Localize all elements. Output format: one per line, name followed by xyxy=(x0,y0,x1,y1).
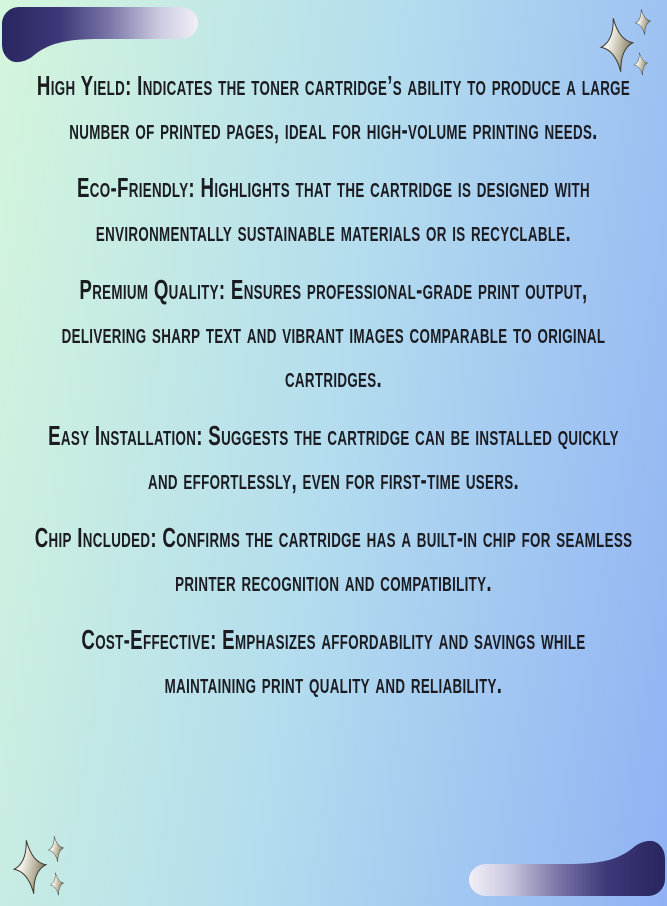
corner-swoosh-bottom-right-decoration xyxy=(469,836,665,896)
sparkle-icon xyxy=(49,872,65,896)
swoosh-shape xyxy=(469,841,665,896)
sparkle-icon xyxy=(47,835,66,863)
sparkle-icon xyxy=(10,838,49,896)
feature-eco-friendly: Eco-Friendly: Highlights that the cartridge is designed with environmentally sustainable materials or is recyclable. xyxy=(76,172,591,247)
sparkle-cluster-bottom-left xyxy=(0,811,110,906)
feature-cost-effective: Cost-Effective: Emphasizes affordability and savings while maintaining print quality and reliability. xyxy=(81,624,586,699)
feature-easy-installation: Easy Installation: Suggests the cartridge can be installed quickly and effortlessly, even for first-time users. xyxy=(48,420,619,495)
feature-chip-included: Chip Included: Confirms the cartridge has a built-in chip for seamless printer recognition and compatibility. xyxy=(34,522,633,597)
feature-high-yield: High Yield: Indicates the toner cartridge’s ability to produce a large number of printed pages, ideal for high-volume printing needs. xyxy=(36,70,631,145)
feature-premium-quality: Premium Quality: Ensures professional-grade print output, delivering sharp text and vibrant images comparable to original cartridges. xyxy=(61,274,606,393)
